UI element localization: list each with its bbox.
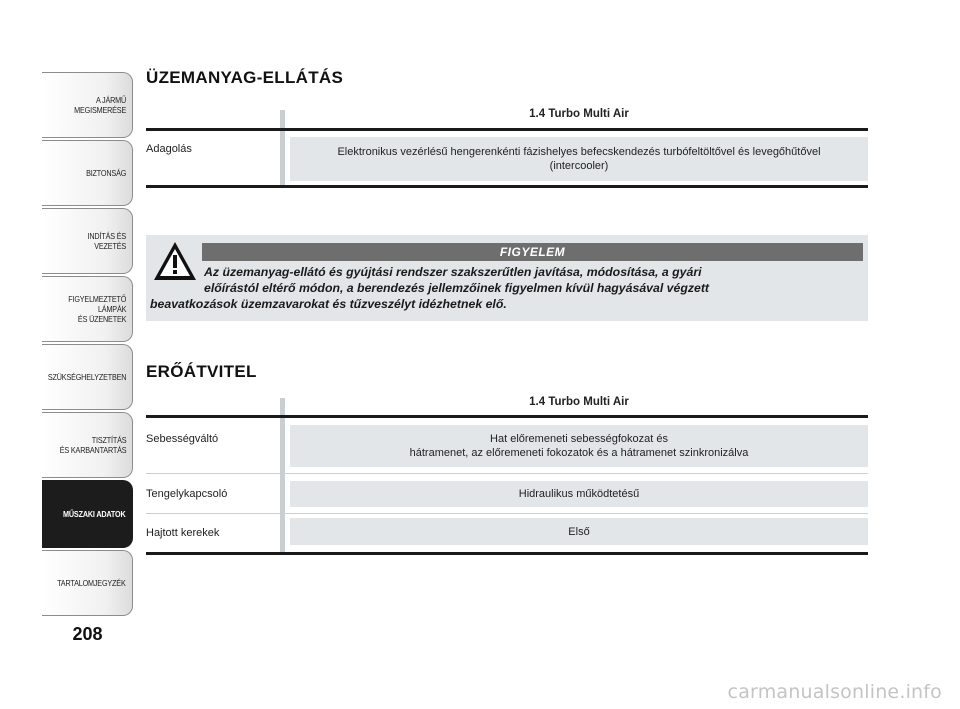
fuel-section-title: ÜZEMANYAG-ELLÁTÁS [146,68,344,87]
transmission-table-divider [280,398,285,554]
clutch-row-value-line1: Hidraulikus működtetésű [518,488,640,500]
sidebar-tab-label: TISZTÍTÁS ÉS KARBANTARTÁS [59,435,126,455]
driven-wheels-row-value [290,518,868,545]
fuel-row-label: Adagolás [146,143,192,155]
warning-text-line1: Az üzemanyag-ellátó és gyújtási rendszer szakszerűtlen javítása, módosítása, a gyári [204,265,702,279]
page-number: 208 [72,624,103,644]
fuel-row-value-line1: Elektronikus vezérlésű hengerenkénti fázishelyes befecskendezés turbófeltöltővel és levegőhűtővel [337,146,821,158]
sidebar-tab-label: BIZTONSÁG [85,168,126,178]
clutch-row-label: Tengelykapcsoló [146,488,228,500]
driven-wheels-row-label: Hajtott kerekek [146,527,220,539]
transmission-column-header: 1.4 Turbo Multi Air [529,396,629,408]
transmission-table-bottom-rule [146,552,868,555]
clutch-row-value [290,481,868,507]
transmission-table-top-rule [146,415,868,418]
sidebar-tab-starting-driving[interactable] [42,208,133,274]
transmission-row-value-line1: Hat előremeneti sebességfokozat és [490,433,668,445]
fuel-table-top-rule [146,128,868,131]
sidebar-tab-label: MŰSZAKI ADATOK [63,509,126,519]
sidebar-tab-vehicle[interactable] [42,72,133,138]
watermark: carmanualsonline.info [727,681,942,703]
fuel-table-divider [280,110,285,188]
row-separator [146,473,868,474]
row-separator [146,513,868,514]
sidebar-tab-safety[interactable] [42,140,133,206]
warning-text-line2: előírástól eltérő módon, a berendezés jellemzőinek figyelmen kívül hagyásával végzett [204,281,710,295]
sidebar-tab-index[interactable] [42,550,133,616]
sidebar-tab-label: TARTALOMJEGYZÉK [57,578,126,588]
warning-text-line3: beavatkozások üzemzavarokat és tűzveszélyt idézhetnek elő. [150,297,507,311]
sidebar-tab-label: SZÜKSÉGHELYZETBEN [47,372,126,382]
transmission-row-value [290,425,868,467]
sidebar-tab-label: INDÍTÁS ÉS VEZETÉS [87,231,126,251]
driven-wheels-row-value-line1: Első [568,525,590,538]
transmission-row-value-line2: hátramenet, az előremeneti fokozatok és a hátramenet szinkronizálva [409,447,749,459]
sidebar-tab-label: FIGYELMEZTETŐ LÁMPÁK ÉS ÜZENETEK [67,294,126,324]
sidebar-tab-maintenance[interactable] [42,412,133,478]
sidebar-tab-emergency[interactable] [42,344,133,410]
fuel-column-header: 1.4 Turbo Multi Air [529,108,629,120]
warning-triangle-icon [152,240,198,282]
fuel-row-value [290,137,868,181]
warning-heading: FIGYELEM [202,243,863,261]
sidebar-tab-label: A JÁRMŰ MEGISMERÉSE [74,95,126,115]
transmission-row-label: Sebességváltó [146,433,219,445]
sidebar-tab-technical-data[interactable] [42,480,133,548]
fuel-table-bottom-rule [146,185,868,188]
sidebar-tab-warning-lights[interactable] [42,276,133,342]
transmission-section-title: ERŐÁTVITEL [146,362,257,381]
fuel-row-value-line2: (intercooler) [549,160,609,172]
